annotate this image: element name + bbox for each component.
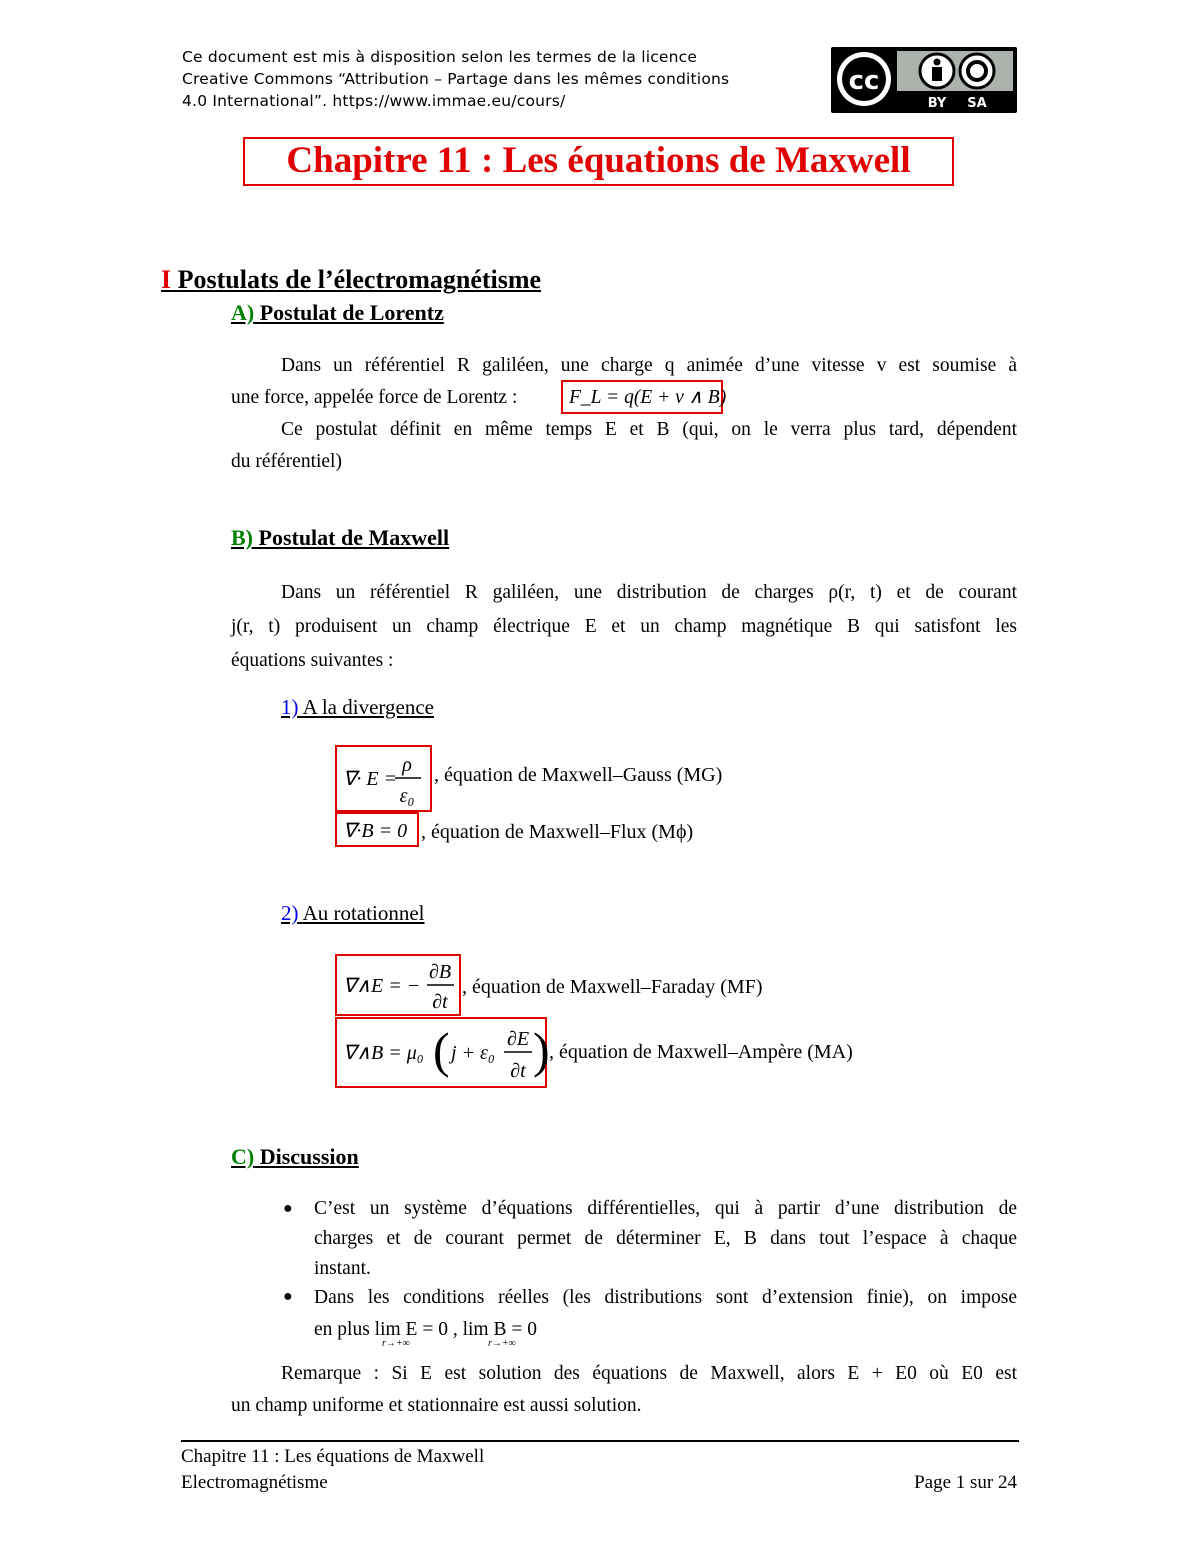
- lim-subscript-1: r→+∞: [382, 1338, 410, 1349]
- eq-mg-label: , équation de Maxwell–Gauss (MG): [434, 764, 723, 786]
- lorentz-formula-box: [561, 380, 727, 414]
- footer-chapter: Chapitre 11 : Les équations de Maxwell: [181, 1446, 485, 1467]
- license-line-3: 4.0 International”. https://www.immae.eu/cours/: [182, 92, 566, 110]
- part-b-letter: B): [231, 525, 253, 550]
- footer-page-number: Page 1 sur 24: [914, 1472, 1017, 1493]
- eq-ma-label: , équation de Maxwell–Ampère (MA): [549, 1041, 853, 1063]
- svg-text:(: (: [433, 1022, 450, 1078]
- remark-line-1: Remarque : Si E est solution des équations de Maxwell, alors E + E0 où E0 est: [281, 1363, 1017, 1384]
- footer-subject: Electromagnétisme: [181, 1472, 328, 1493]
- discussion-bullet-1: [314, 1194, 1017, 1284]
- svg-text:∂t: ∂t: [432, 991, 448, 1013]
- svg-text:∂B: ∂B: [428, 961, 452, 983]
- license-line-1: Ce document est mis à disposition selon les termes de la licence: [182, 48, 698, 66]
- discussion-bullet-2: [314, 1282, 1017, 1346]
- svg-text:∇∧E = −: ∇∧E = −: [343, 975, 421, 997]
- cc-by-sa-logo: [831, 47, 1017, 113]
- svg-text:SA: SA: [967, 96, 987, 111]
- page-title: Chapitre 11 : Les équations de Maxwell: [243, 137, 954, 186]
- eq-ma-box: [335, 1017, 550, 1088]
- part-c-heading: [231, 1144, 359, 1170]
- section-1-title: Postulats de l’électromagnétisme: [177, 265, 542, 294]
- lorentz-paragraph: [231, 350, 1017, 478]
- eq-mphi-box: [335, 812, 419, 847]
- license-line-2: Creative Commons “Attribution – Partage dans les mêmes conditions: [182, 70, 730, 88]
- eq-mf-formula: [337, 956, 459, 1014]
- bullet-icon: ●: [283, 1200, 293, 1217]
- part-c-title: Discussion: [259, 1144, 359, 1169]
- bullet-icon: ●: [283, 1288, 293, 1305]
- maxwell-paragraph: [231, 576, 1017, 678]
- bullet-2-line-1: Dans les conditions réelles (les distributions sont d’extension finie), on impose: [314, 1287, 1017, 1308]
- svg-text:): ): [533, 1022, 550, 1078]
- sub-1-heading: [281, 695, 434, 720]
- remark-paragraph: [231, 1358, 1017, 1422]
- svg-text:ρ: ρ: [402, 754, 412, 776]
- svg-text:cc: cc: [848, 66, 880, 96]
- lorentz-line-4: du référentiel): [231, 451, 342, 472]
- part-b-heading: [231, 525, 449, 551]
- bullet-1-line-1: C’est un système d’équations différentielles, qui à partir d’une distribution de: [314, 1198, 1017, 1219]
- license-notice: [182, 46, 782, 112]
- sub-1-title: A la divergence: [302, 695, 434, 719]
- bullet-1-line-3: instant.: [314, 1258, 371, 1279]
- part-b-title: Postulat de Maxwell: [258, 525, 450, 550]
- lim-subscript-2: r→+∞: [488, 1338, 516, 1349]
- eq-mf-label: , équation de Maxwell–Faraday (MF): [462, 976, 763, 998]
- maxwell-line-3: équations suivantes :: [231, 650, 394, 671]
- eq-mg-box: [335, 745, 432, 812]
- footer-divider: [181, 1440, 1019, 1442]
- bullet-2-line-2: en plus lim E = 0 , lim B = 0: [314, 1319, 537, 1340]
- svg-text:j + ε₀: j + ε₀: [451, 1042, 495, 1064]
- sub-2-title: Au rotationnel: [302, 901, 425, 925]
- part-c-letter: C): [231, 1144, 255, 1169]
- svg-text:∂t: ∂t: [510, 1060, 526, 1082]
- sub-2-heading: [281, 901, 424, 926]
- lorentz-line-1: Dans un référentiel R galiléen, une charge q animée d’une vitesse v est soumise à: [281, 355, 1017, 376]
- maxwell-line-2: j(r, t) produisent un champ électrique E et un champ magnétique B qui satisfont les: [231, 616, 1017, 637]
- maxwell-line-1: Dans un référentiel R galiléen, une distribution de charges ρ(r, t) et de courant: [281, 582, 1017, 603]
- part-a-letter: A): [231, 300, 255, 325]
- svg-text:∇∧B = μ₀: ∇∧B = μ₀: [343, 1042, 424, 1064]
- svg-text:BY: BY: [927, 96, 947, 111]
- remark-line-2: un champ uniforme et stationnaire est aussi solution.: [231, 1395, 642, 1416]
- eq-mf-box: [335, 954, 461, 1016]
- cc-logo-icon: [831, 47, 1017, 113]
- eq-mg-formula: [337, 747, 430, 810]
- sub-1-number: 1): [281, 695, 299, 719]
- lorentz-line-3: Ce postulat définit en même temps E et B (qui, on le verra plus tard, dépendent: [281, 419, 1017, 440]
- svg-text:∂E: ∂E: [506, 1028, 530, 1050]
- eq-mphi-formula: ∇·B = 0: [343, 820, 408, 842]
- svg-text:∇· E =: ∇· E =: [343, 768, 398, 790]
- lorentz-intro: une force, appelée force de Lorentz :: [231, 387, 518, 408]
- section-1-number: I: [161, 265, 172, 294]
- eq-mphi-label: , équation de Maxwell–Flux (Mϕ): [421, 821, 694, 843]
- part-a-heading: [231, 300, 444, 326]
- bullet-1-line-2: charges et de courant permet de déterminer E, B dans tout l’espace à chaque: [314, 1228, 1017, 1249]
- eq-ma-formula: [337, 1019, 550, 1086]
- sub-2-number: 2): [281, 901, 299, 925]
- svg-text:ε₀: ε₀: [399, 785, 415, 807]
- part-a-title: Postulat de Lorentz: [259, 300, 444, 325]
- lorentz-formula: F_L = q(E + v ∧ B): [569, 387, 727, 408]
- section-1-heading: [161, 265, 541, 295]
